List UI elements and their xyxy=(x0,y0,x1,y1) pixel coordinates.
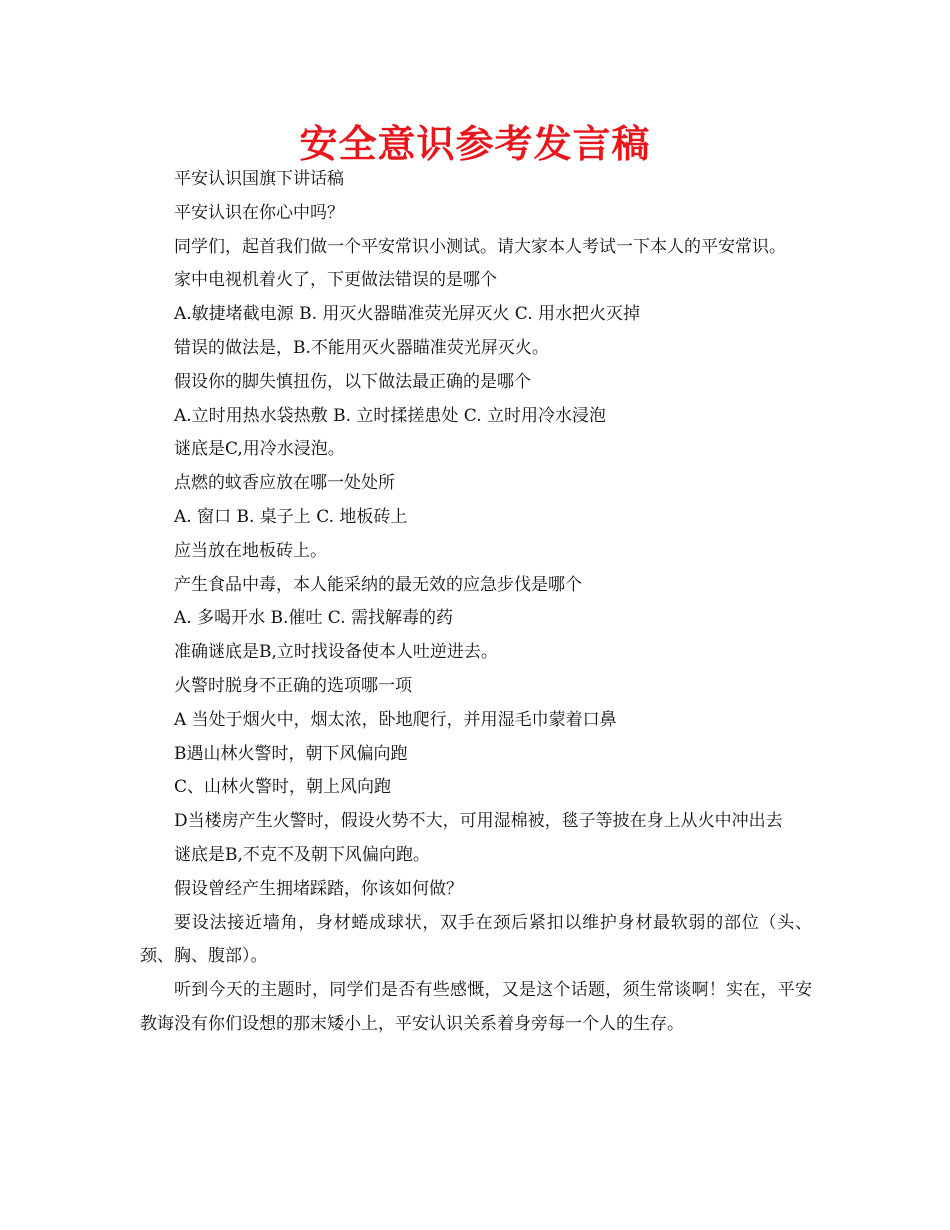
paragraph: A.立时用热水袋热敷 B. 立时揉搓患处 C. 立时用冷水浸泡 xyxy=(174,405,606,426)
paragraph: 家中电视机着火了，下更做法错误的是哪个 xyxy=(174,270,497,291)
paragraph: 产生食品中毒，本人能采纳的最无效的应急步伐是哪个 xyxy=(174,574,582,595)
paragraph: 点燃的蚊香应放在哪一处处所 xyxy=(174,473,395,494)
paragraph: 听到今天的主题时，同学们是否有些感慨，又是这个话题，须生常谈啊！实在，平安教诲没有你们设想的那末矮小上，平安认识关系着身旁每一个人的生存。 xyxy=(140,980,812,1034)
paragraph: 错误的做法是，B.不能用灭火器瞄准荧光屏灭火。 xyxy=(174,337,549,358)
paragraph: 要设法接近墙角，身材蜷成球状，双手在颈后紧扣以维护身材最软弱的部位（头、颈、胸、腹部）。 xyxy=(140,912,812,967)
paragraph: 平安认识在你心中吗？ xyxy=(174,202,344,223)
document-title: 安全意识参考发言稿 xyxy=(299,122,651,166)
paragraph: 假设曾经产生拥堵踩踏，你该如何做？ xyxy=(174,878,463,899)
paragraph: D当楼房产生火警时，假设火势不大，可用湿棉被，毯子等披在身上从火中冲出去 xyxy=(174,811,783,832)
paragraph: 平安认识国旗下讲话稿 xyxy=(174,169,344,189)
paragraph: 谜底是C,用冷水浸泡。 xyxy=(174,439,345,460)
paragraph: 假设你的脚失慎扭伤，以下做法最正确的是哪个 xyxy=(174,371,531,392)
paragraph: A. 窗口 B. 桌子上 C. 地板砖上 xyxy=(174,506,408,527)
paragraph: A 当处于烟火中，烟太浓，卧地爬行，并用湿毛巾蒙着口鼻 xyxy=(174,709,617,730)
paragraph: 火警时脱身不正确的选项哪一项 xyxy=(174,675,412,696)
paragraph: 准确谜底是B,立时找设备使本人吐逆进去。 xyxy=(174,642,498,663)
paragraph: 同学们，起首我们做一个平安常识小测试。请大家本人考试一下本人的平安常识。 xyxy=(174,236,786,257)
paragraph: B遇山林火警时，朝下风偏向跑 xyxy=(174,743,408,764)
paragraph: 应当放在地板砖上。 xyxy=(174,540,327,561)
document-body xyxy=(140,163,812,1042)
paragraph: A. 多喝开水 B.催吐 C. 需找解毒的药 xyxy=(174,608,453,629)
paragraph: 谜底是B,不克不及朝下风偏向跑。 xyxy=(174,844,430,865)
paragraph: A.敏捷堵截电源 B. 用灭火器瞄准荧光屏灭火 C. 用水把火灭掉 xyxy=(174,304,640,325)
paragraph: C、山林火警时，朝上风向跑 xyxy=(174,777,392,798)
